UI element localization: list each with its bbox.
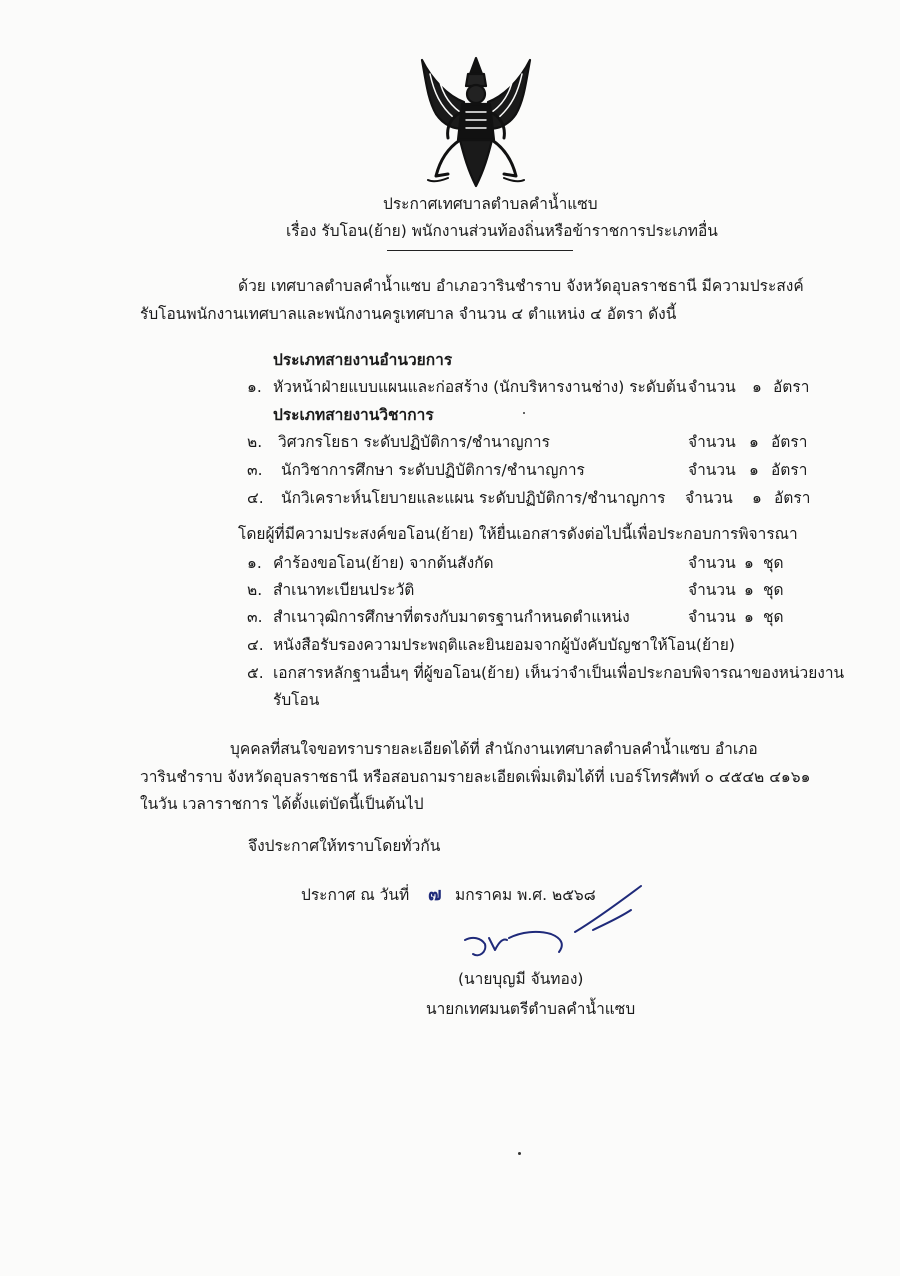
position-qty-label: จำนวน bbox=[688, 378, 736, 396]
position-number: ๑. bbox=[247, 378, 262, 396]
document-title: สำเนาทะเบียนประวัติ bbox=[273, 581, 415, 599]
closing-statement: จึงประกาศให้ทราบโดยทั่วกัน bbox=[248, 837, 441, 855]
document-number: ๒. bbox=[247, 581, 263, 599]
document-title: คำร้องขอโอน(ย้าย) จากต้นสังกัด bbox=[273, 554, 494, 572]
position-title: วิศวกรโยธา ระดับปฏิบัติการ/ชำนาญการ bbox=[278, 433, 550, 451]
document-title: สำเนาวุฒิการศึกษาที่ตรงกับมาตรฐานกำหนดตำแหน่ง bbox=[273, 608, 630, 626]
position-unit: อัตรา bbox=[773, 378, 810, 396]
group-heading-academic: ประเภทสายงานวิชาการ bbox=[273, 406, 434, 424]
position-unit: อัตรา bbox=[771, 461, 808, 479]
intro-line-2: รับโอนพนักงานเทศบาลและพนักงานครูเทศบาล จำนวน ๔ ตำแหน่ง ๔ อัตรา ดังนี้ bbox=[140, 305, 677, 323]
position-qty: ๑ bbox=[752, 378, 762, 396]
position-qty: ๑ bbox=[749, 461, 759, 479]
signer-name: (นายบุญมี จันทอง) bbox=[458, 970, 584, 988]
date-day: ๗ bbox=[428, 884, 442, 905]
position-number: ๒. bbox=[247, 433, 263, 451]
document-number: ๓. bbox=[247, 608, 263, 626]
document-title: หนังสือรับรองความประพฤติและยินยอมจากผู้บังคับบัญชาให้โอน(ย้าย) bbox=[273, 636, 735, 654]
date-month-year: มกราคม พ.ศ. ๒๕๖๘ bbox=[455, 886, 596, 904]
document-unit: ชุด bbox=[763, 581, 784, 599]
contact-line-3: ในวัน เวลาราชการ ได้ตั้งแต่บัดนี้เป็นต้นไป bbox=[140, 795, 424, 813]
document-title: เอกสารหลักฐานอื่นๆ ที่ผู้ขอโอน(ย้าย) เห็นว่าจำเป็นเพื่อประกอบพิจารณาของหน่วยงาน bbox=[273, 664, 845, 682]
signer-position: นายกเทศมนตรีตำบลคำน้ำแซบ bbox=[426, 1000, 636, 1018]
document-qty: ๑ bbox=[744, 554, 754, 572]
position-title: หัวหน้าฝ่ายแบบแผนและก่อสร้าง (นักบริหารงานช่าง) ระดับต้น bbox=[273, 378, 687, 396]
announcement-title: ประกาศเทศบาลตำบลคำน้ำแซบ bbox=[383, 195, 598, 213]
signature-icon bbox=[455, 880, 655, 970]
group-heading-administrative: ประเภทสายงานอำนวยการ bbox=[273, 351, 453, 369]
document-number: ๕. bbox=[247, 664, 264, 682]
position-unit: อัตรา bbox=[774, 489, 811, 507]
document-qty-label: จำนวน bbox=[688, 608, 736, 626]
position-qty: ๑ bbox=[752, 489, 762, 507]
position-title: นักวิเคราะห์นโยบายและแผน ระดับปฏิบัติการ/ชำนาญการ bbox=[281, 489, 666, 507]
document-title-continued: รับโอน bbox=[273, 691, 320, 709]
document-qty-label: จำนวน bbox=[688, 581, 736, 599]
position-qty: ๑ bbox=[749, 433, 759, 451]
date-prefix: ประกาศ ณ วันที่ bbox=[301, 886, 410, 904]
speck bbox=[523, 412, 525, 414]
documents-intro: โดยผู้ที่มีความประสงค์ขอโอน(ย้าย) ให้ยื่นเอกสารดังต่อไปนี้เพื่อประกอบการพิจารณา bbox=[238, 525, 798, 543]
speck bbox=[518, 1152, 521, 1155]
title-divider bbox=[387, 250, 573, 251]
document-qty: ๑ bbox=[744, 608, 754, 626]
document-qty-label: จำนวน bbox=[688, 554, 736, 572]
contact-line-1: บุคคลที่สนใจขอทราบรายละเอียดได้ที่ สำนักงานเทศบาลตำบลคำน้ำแซบ อำเภอ bbox=[230, 740, 758, 758]
position-qty-label: จำนวน bbox=[688, 433, 736, 451]
intro-line-1: ด้วย เทศบาลตำบลคำน้ำแซบ อำเภอวารินชำราบ จังหวัดอุบลราชธานี มีความประสงค์ bbox=[238, 277, 804, 295]
position-number: ๓. bbox=[247, 461, 263, 479]
position-number: ๔. bbox=[247, 489, 264, 507]
document-qty: ๑ bbox=[744, 581, 754, 599]
position-qty-label: จำนวน bbox=[688, 461, 736, 479]
position-title: นักวิชาการศึกษา ระดับปฏิบัติการ/ชำนาญการ bbox=[281, 461, 585, 479]
garuda-emblem-icon bbox=[408, 52, 544, 192]
announcement-subject: เรื่อง รับโอน(ย้าย) พนักงานส่วนท้องถิ่นหรือข้าราชการประเภทอื่น bbox=[286, 222, 718, 240]
document-unit: ชุด bbox=[763, 554, 784, 572]
contact-line-2: วารินชำราบ จังหวัดอุบลราชธานี หรือสอบถามรายละเอียดเพิ่มเติมได้ที่ เบอร์โทรศัพท์ ๐ ๔๕๔๒ ๔๑๖๑ bbox=[140, 768, 811, 786]
position-qty-label: จำนวน bbox=[685, 489, 733, 507]
document-number: ๔. bbox=[247, 636, 264, 654]
position-unit: อัตรา bbox=[771, 433, 808, 451]
document-unit: ชุด bbox=[763, 608, 784, 626]
document-number: ๑. bbox=[247, 554, 262, 572]
